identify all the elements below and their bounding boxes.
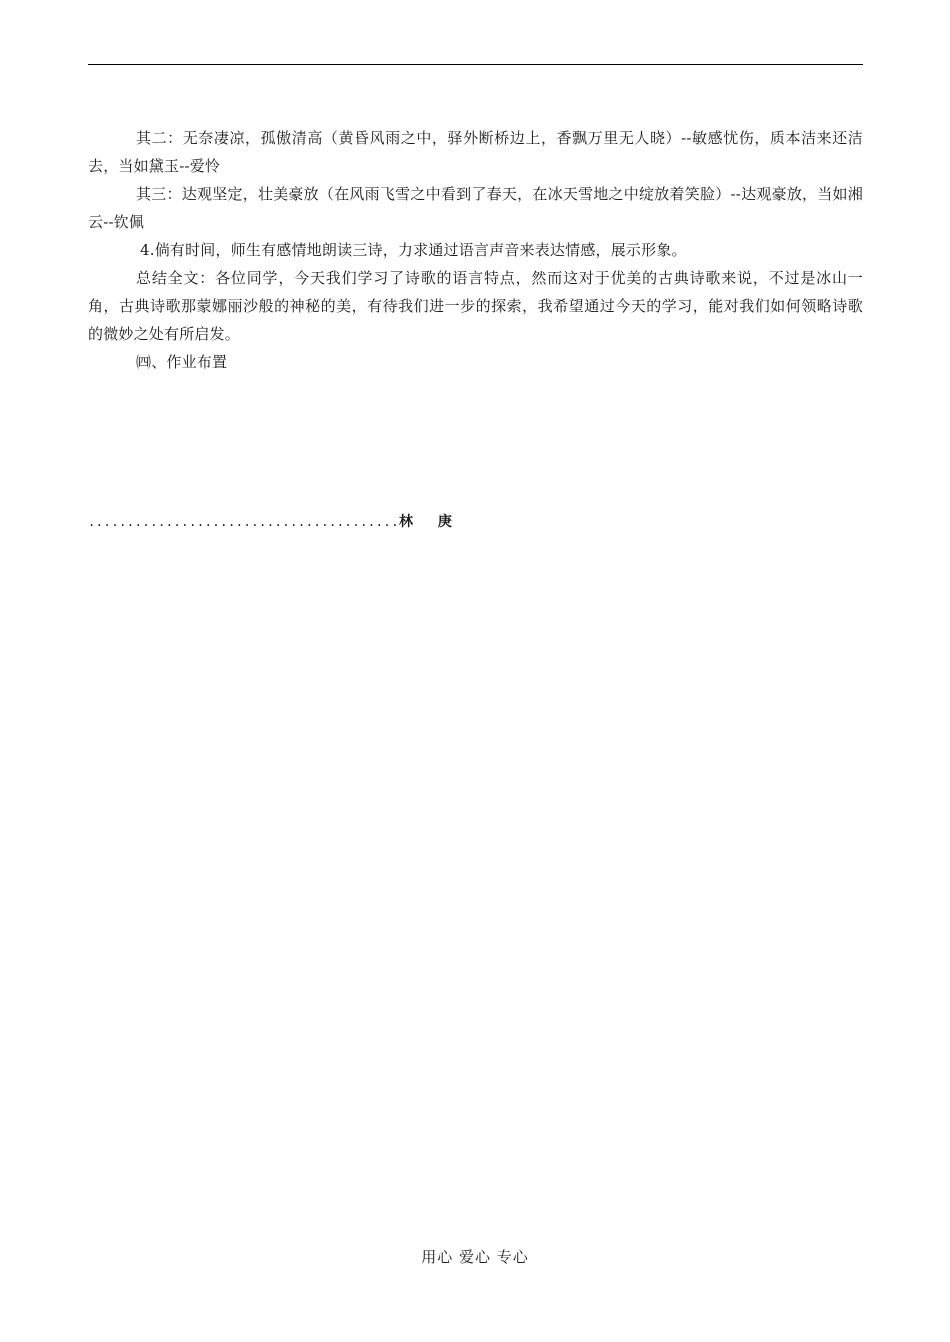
author-signature (88, 512, 588, 532)
paragraph-summary: 总结全文：各位同学，今天我们学习了诗歌的语言特点，然而这对于优美的古典诗歌来说，不过是冰山一角，古典诗歌那蒙娜丽沙般的神秘的美，有待我们进一步的探索，我希望通过今天的学习，能对我们如何领略诗歌的微妙之处有所启发。 (88, 269, 863, 343)
header-rule (88, 64, 863, 65)
page-footer: 用心 爱心 专心 (421, 1248, 529, 1266)
paragraph-qi-er: 其二：无奈凄凉，孤傲清高（黄昏风雨之中，驿外断桥边上，香飘万里无人晓）--敏感忧伤，质本洁来还洁去，当如黛玉--爱怜 (88, 129, 863, 175)
section-heading-homework: ㈣、作业布置 (136, 353, 228, 371)
paragraph-qi-san: 其三：达观坚定，壮美豪放（在风雨飞雪之中看到了春天，在冰天雪地之中绽放着笑脸）--达观豪放，当如湘云--钦佩 (88, 185, 863, 231)
paragraph-step-4: 4.倘有时间，师生有感情地朗读三诗，力求通过语言声音来表达情感，展示形象。 (140, 241, 687, 259)
signature-leader-dots: ........................................ (88, 515, 399, 529)
author-name: 林 庚 (398, 514, 462, 530)
document-body (88, 124, 863, 376)
